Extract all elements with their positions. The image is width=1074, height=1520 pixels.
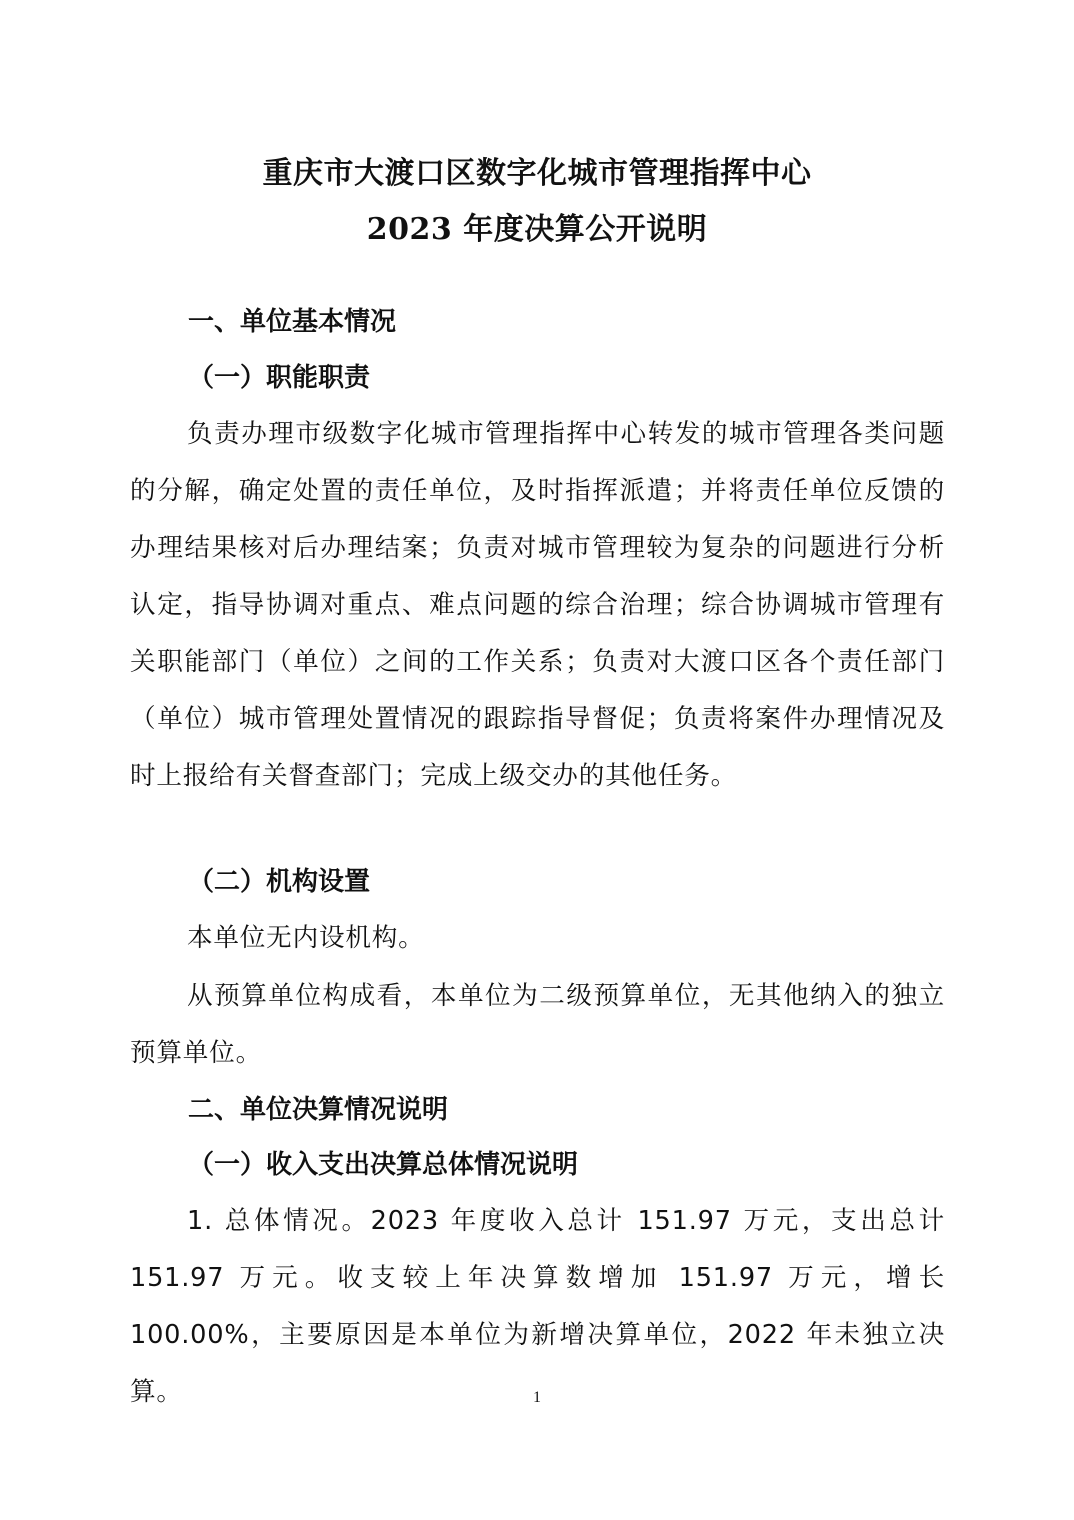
section1-sub2-heading: （二）机构设置 [188, 867, 371, 897]
section1-sub1-heading: （一）职能职责 [188, 363, 371, 393]
section2-item1-paragraph [130, 1193, 945, 1421]
document-title-line1: 重庆市大渡口区数字化城市管理指挥中心 [262, 156, 812, 191]
document-title-line2: 2023 年度决算公开说明 [366, 212, 708, 247]
section2-heading: 二、单位决算情况说明 [188, 1095, 449, 1125]
section2-sub1-heading: （一）收入支出决算总体情况说明 [188, 1150, 579, 1180]
page-number: 1 [533, 1389, 541, 1406]
section1-sub1-paragraph: 负责办理市级数字化城市管理指挥中心转发的城市管理各类问题的分解，确定处置的责任单位，及时指挥派遣；并将责任单位反馈的办理结果核对后办理结案；负责对城市管理较为复杂的问题进行分析认定，指导协调对重点、难点问题的综合治理；综合协调城市管理有关职能部门（单位）之间的工作关系；负责对大渡口区各个责任部门（单位）城市管理处置情况的跟踪指导督促；负责将案件办理情况及时上报给有关督查部门；完成上级交办的其他任务。 [130, 419, 945, 791]
section2-item1-lead: 1. 总体情况。 [187, 1206, 371, 1236]
section2-item1-text: 2023 年度收入总计 151.97 万元，支出总计 151.97 万元。收支较上年决算数增加 151.97 万元，增长 100.00%，主要原因是本单位为新增决算单位，2022 年未独立决算。 [130, 1206, 945, 1407]
section1-sub2-paragraph2: 从预算单位构成看，本单位为二级预算单位，无其他纳入的独立预算单位。 [130, 981, 945, 1068]
section1-sub2-paragraph1: 本单位无内设机构。 [187, 923, 425, 953]
section1-heading: 一、单位基本情况 [188, 307, 397, 337]
